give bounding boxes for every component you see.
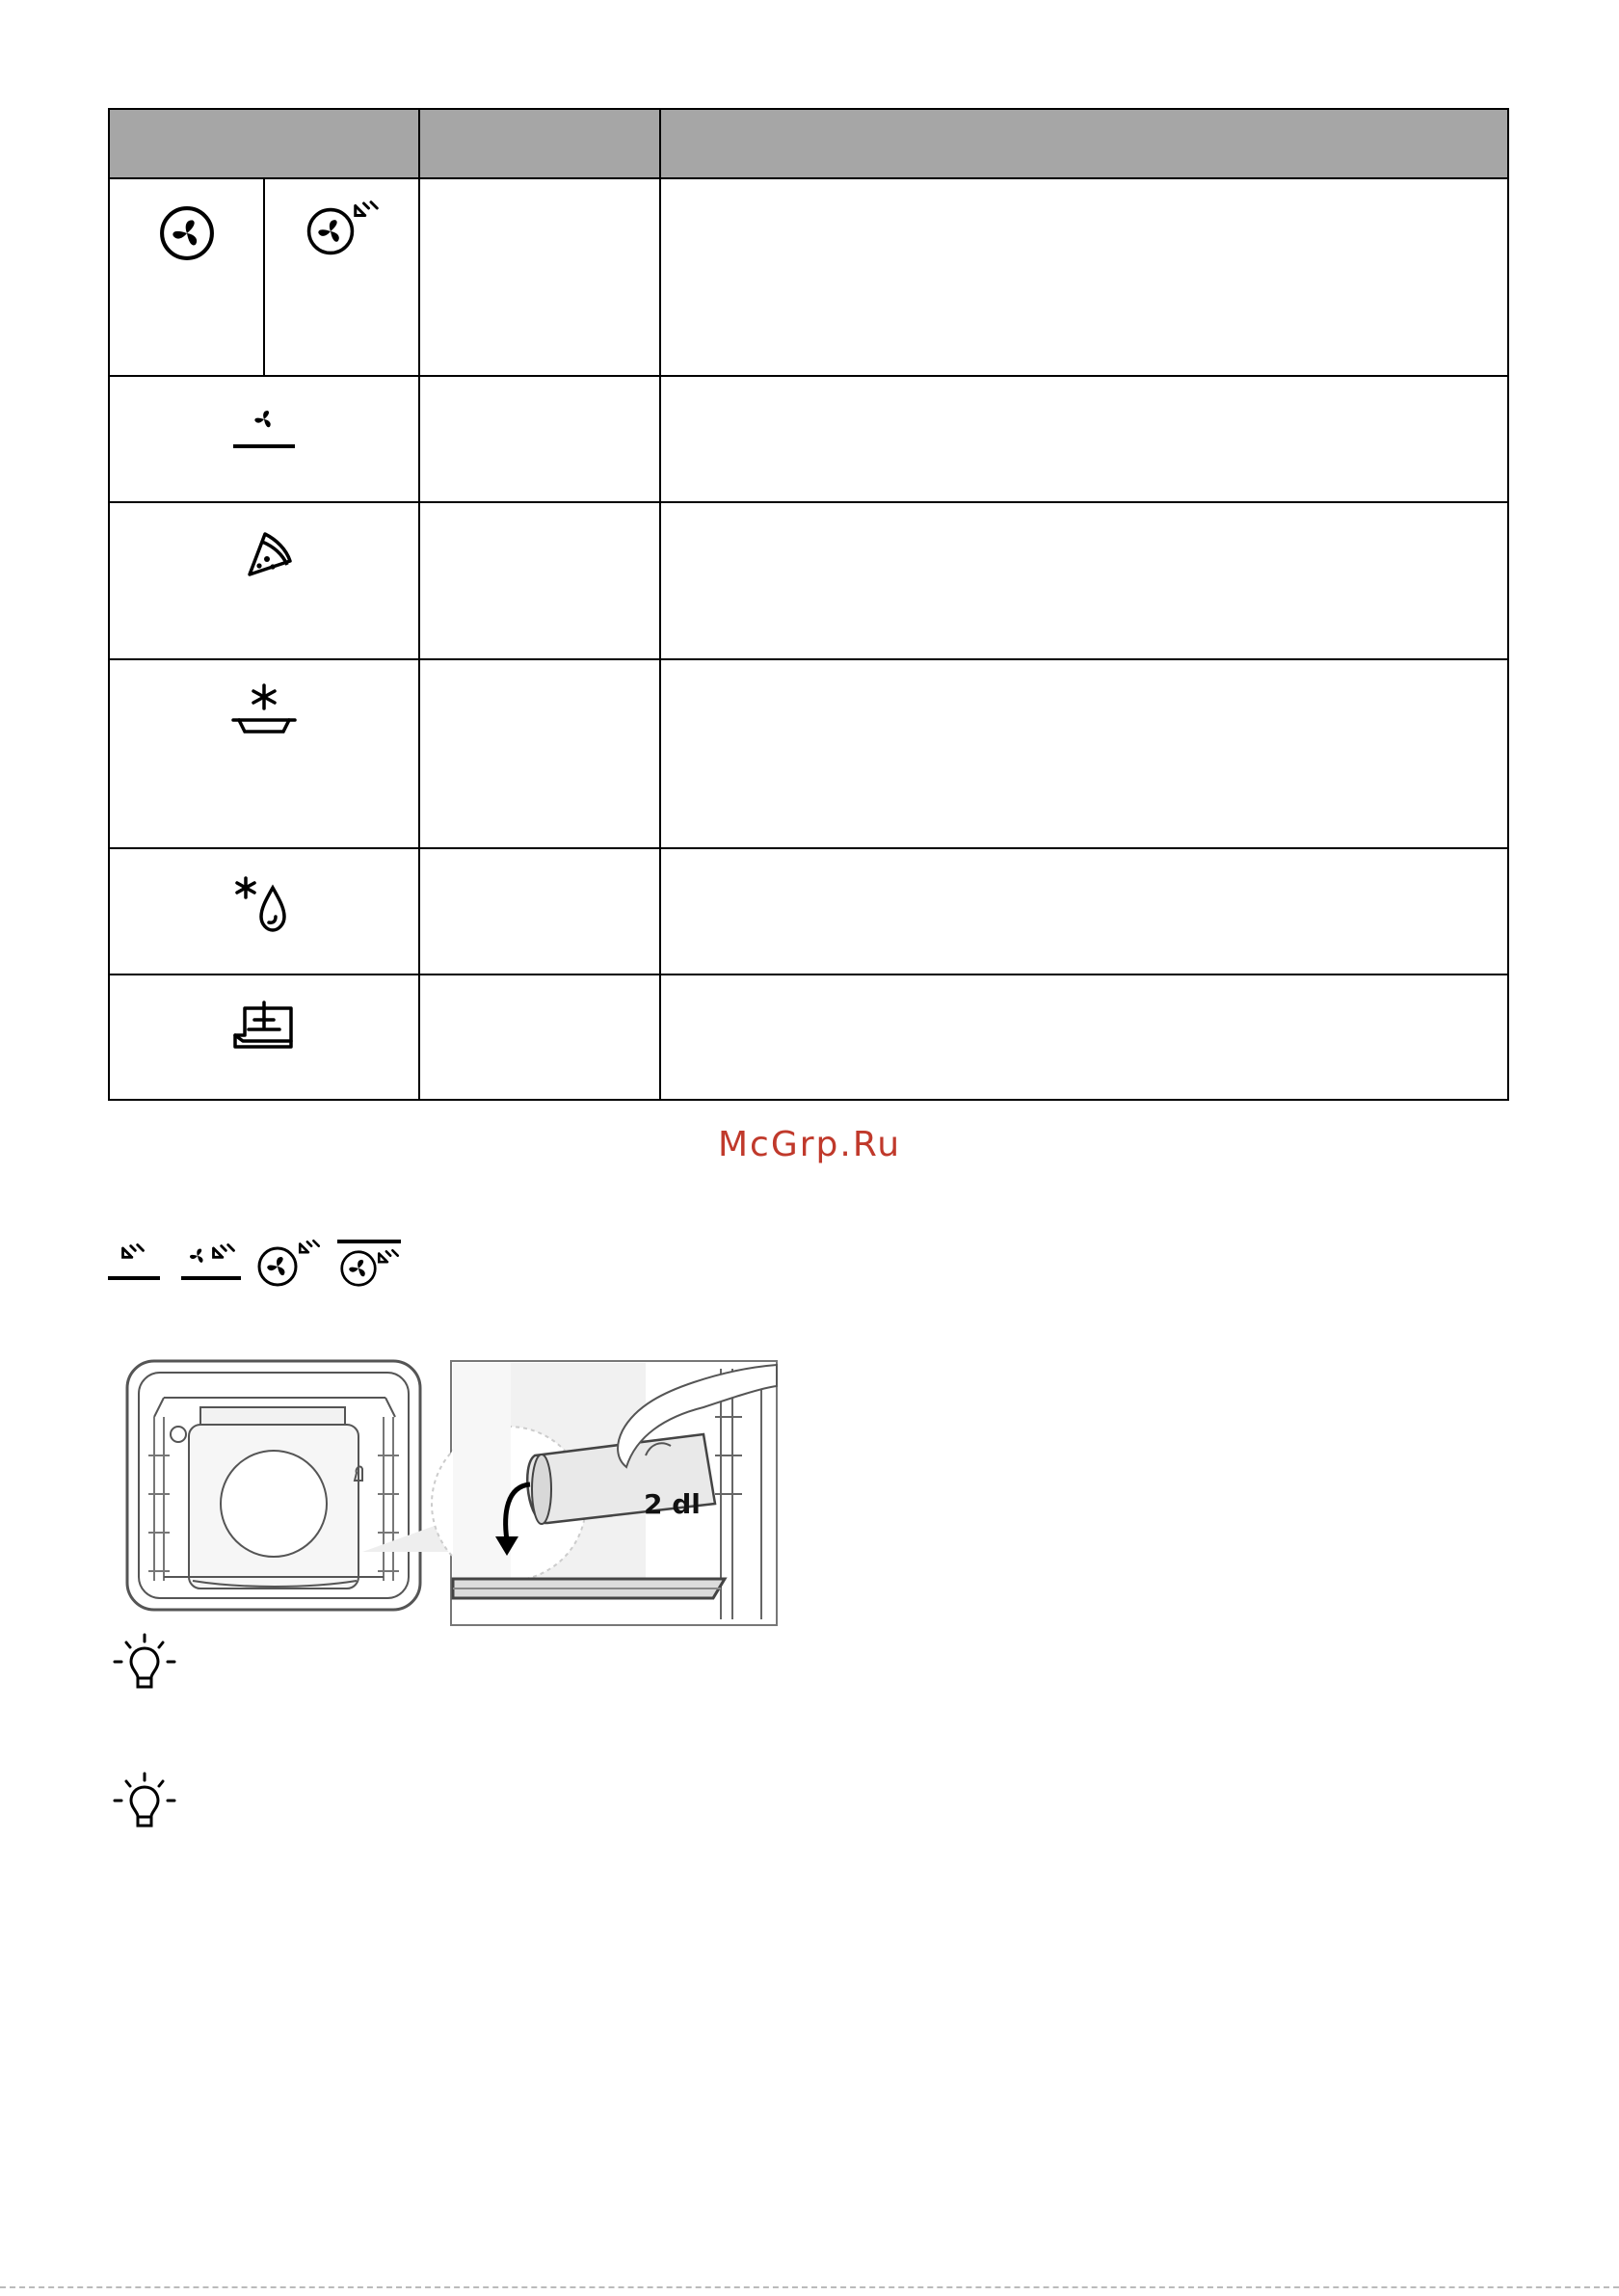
fan-icon [158, 204, 216, 262]
symbol-cell [109, 848, 419, 974]
frozen-food-icon [226, 681, 303, 743]
bottom-heat-fan-steam-icon [181, 1245, 241, 1279]
table-header-row [109, 109, 1508, 178]
function-cell [419, 502, 660, 659]
symbol-cell [109, 178, 264, 376]
oven-cavity-drawing [127, 1361, 420, 1610]
description-cell [660, 502, 1508, 659]
page-bottom-rule [0, 2286, 1619, 2288]
function-cell [419, 178, 660, 376]
symbol-cell [109, 502, 419, 659]
symbol-cell [109, 974, 419, 1100]
description-cell [660, 178, 1508, 376]
lightbulb-icon [111, 1772, 178, 1839]
fan-steam-icon [259, 1241, 319, 1285]
detail-panel-drawing [432, 1361, 777, 1625]
watermark: McGrp.Ru [717, 1125, 902, 1164]
table-row [109, 178, 1508, 376]
table-row [109, 659, 1508, 848]
symbol-cell [264, 178, 419, 376]
steam-modes-strip [106, 1236, 414, 1294]
table-row [109, 502, 1508, 659]
top-fan-steam-icon [337, 1241, 401, 1285]
table-row [109, 376, 1508, 502]
function-cell [419, 848, 660, 974]
function-cell [419, 974, 660, 1100]
pizza-icon [230, 524, 298, 582]
plate-warming-icon [226, 999, 303, 1056]
fan-defrost-icon [298, 199, 386, 256]
description-cell [660, 659, 1508, 848]
bottom-heat-steam-icon [108, 1245, 160, 1279]
table-row [109, 848, 1508, 974]
description-cell [660, 376, 1508, 502]
symbol-cell [109, 376, 419, 502]
header-cell-symbol [109, 109, 419, 178]
defrost-icon [230, 874, 298, 936]
lightbulb-icon [111, 1633, 178, 1700]
header-cell-description [660, 109, 1508, 178]
oven-water-illustration [125, 1359, 781, 1629]
function-cell [419, 659, 660, 848]
function-cell [419, 376, 660, 502]
functions-table [108, 108, 1509, 1101]
header-cell-function [419, 109, 660, 178]
symbol-cell [109, 659, 419, 848]
description-cell [660, 974, 1508, 1100]
table-row [109, 974, 1508, 1100]
water-amount-label: 2 dl [644, 1488, 701, 1520]
description-cell [660, 848, 1508, 974]
bottom-heat-fan-icon [226, 402, 303, 460]
